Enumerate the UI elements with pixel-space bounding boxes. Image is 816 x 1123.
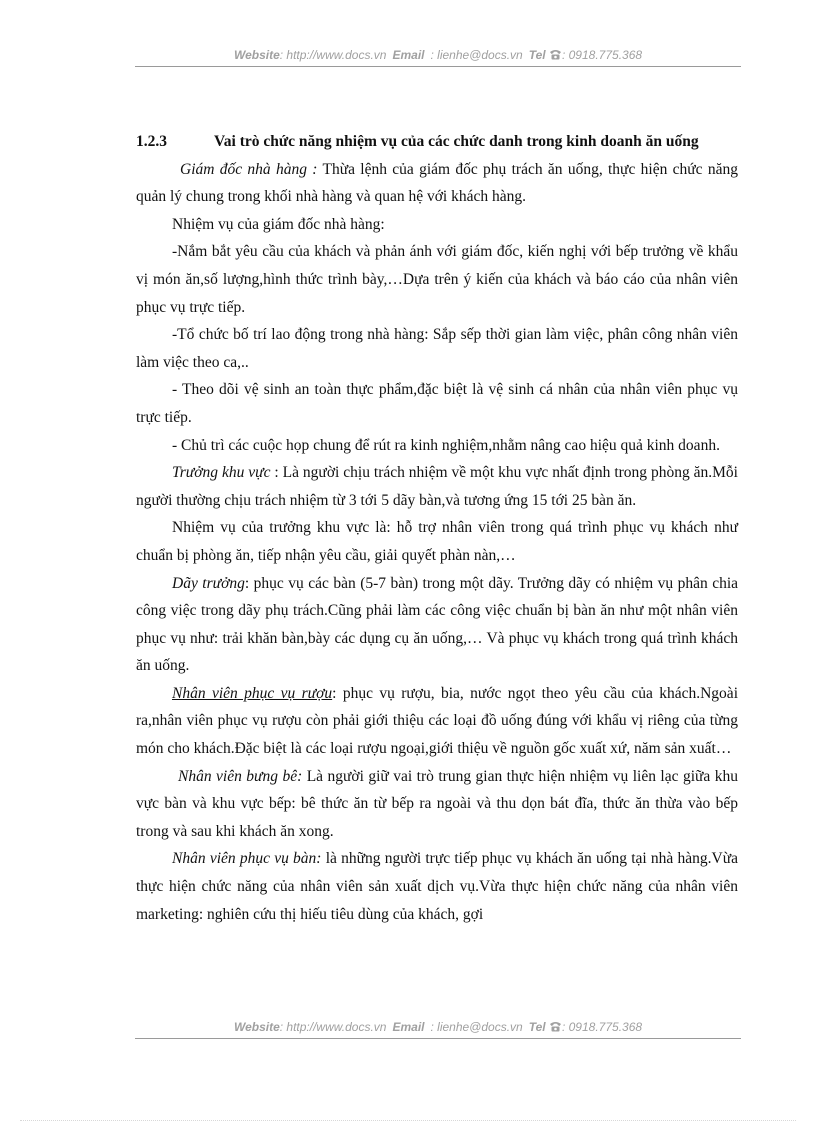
- phone-icon: [549, 1021, 562, 1032]
- header-tel-label: Tel: [528, 48, 546, 62]
- footer-rule: [135, 1038, 741, 1039]
- paragraph: [136, 570, 738, 680]
- section-title: Vai trò chức năng nhiệm vụ của các chức danh trong kinh doanh ăn uống: [214, 133, 699, 150]
- paragraph: Nhiệm vụ của trưởng khu vực là: hỗ trợ nhân viên trong quá trình phục vụ khách như chuẩn bị phòng ăn, tiếp nhận yêu cầu, giải quyết phàn nàn,…: [136, 519, 738, 564]
- term-truong-khu-vuc: Trưởng khu vực: [172, 464, 271, 482]
- footer-email-value: : lienhe@docs.vn: [430, 1020, 523, 1034]
- paragraph-text: Thừa lệnh của giám đốc phụ trách ăn uống, thực hiện chức năng quản lý chung trong khối nhà hàng và quan hệ với khách hàng.: [136, 160, 738, 206]
- footer-website-label: Website: [233, 1020, 280, 1034]
- header-website-label: Website: [233, 48, 280, 62]
- document-body: [136, 128, 738, 928]
- paragraph: [136, 763, 738, 846]
- page-bottom-border: [20, 1120, 796, 1121]
- section-number: 1.2.3: [136, 133, 167, 150]
- paragraph: Nhiệm vụ của giám đốc nhà hàng:: [172, 215, 385, 233]
- header-email-label: Email: [392, 48, 425, 62]
- header-email-value: : lienhe@docs.vn: [430, 48, 523, 62]
- section-heading: [136, 128, 738, 156]
- phone-icon: [549, 49, 562, 60]
- paragraph: - Theo dõi vệ sinh an toàn thực phẩm,đặc biệt là vệ sinh cá nhân của nhân viên phục vụ trực tiếp.: [136, 381, 738, 426]
- footer-email-label: Email: [392, 1020, 425, 1034]
- term-day-truong: Dãy trưởng: [172, 574, 245, 592]
- header-rule: [135, 66, 741, 67]
- paragraph: -Tổ chức bố trí lao động trong nhà hàng: Sắp sếp thời gian làm việc, phân công nhân viên làm việc theo ca,..: [136, 326, 738, 371]
- paragraph: -Nắm bắt yêu cầu của khách và phản ánh với giám đốc, kiến nghị với bếp trưởng về khẩu vị món ăn,số lượng,hình thức trình bày,…Dựa trên ý kiến của khách và báo cáo của nhân viên phục vụ trực tiếp.: [136, 243, 738, 316]
- term-nhan-vien-ban: Nhân viên phục vụ bàn:: [172, 850, 322, 868]
- paragraph-text: : Là người chịu trách nhiệm về một khu vực nhất định trong phòng ăn.Mỗi người thường chịu trách nhiệm từ 3 tới 5 dãy bàn,và tương ứng 15 tới 25 bàn ăn.: [136, 464, 738, 509]
- footer-tel-label: Tel: [528, 1020, 546, 1034]
- footer-tel-value: : 0918.775.368: [561, 1020, 643, 1034]
- page-header: [135, 48, 741, 62]
- footer-website-value: : http://www.docs.vn: [279, 1020, 387, 1034]
- paragraph: - Chủ trì các cuộc họp chung để rút ra kinh nghiệm,nhằm nâng cao hiệu quả kinh doanh.: [172, 436, 720, 454]
- term-nhan-vien-ruou: Nhân viên phục vụ rượu: [172, 684, 333, 702]
- term-nhan-vien-bung-be: Nhân viên bưng bê:: [178, 767, 303, 785]
- paragraph-text: : phục vụ các bàn (5-7 bàn) trong một dãy. Trưởng dãy có nhiệm vụ phân chia công việc trong dãy phụ trách.Cũng phải làm các công việc chuẩn bị bàn ăn như một nhân viên phục vụ như: trải khăn bàn,bày các dụng cụ ăn uống,… Và phục vụ khách trong quá trình khách ăn uống.: [136, 574, 739, 675]
- header-tel-value: : 0918.775.368: [561, 48, 643, 62]
- paragraph-text: là những người trực tiếp phục vụ khách ăn uống tại nhà hàng.Vừa thực hiện chức năng của nhân viên sản xuất dịch vụ.Vừa thực hiện chức năng của nhân viên marketing: nghiên cứu thị hiếu tiêu dùng của khách, gợi: [136, 850, 739, 923]
- paragraph-text: Là người giữ vai trò trung gian thực hiện nhiệm vụ liên lạc giữa khu vực bàn và khu vực bếp: bê thức ăn từ bếp ra ngoài và thu dọn bát đĩa, thức ăn thừa vào bếp trong và sau khi khách ăn xong.: [136, 767, 738, 840]
- paragraph-text: : phục vụ rượu, bia, nước ngọt theo yêu cầu của khách.Ngoài ra,nhân viên phục vụ rượu còn phải giới thiệu các loại đồ uống đúng với khẩu vị riêng của từng món cho khách.Đặc biệt là các loại rượu ngoại,giới thiệu về nguồn gốc xuất xứ, năm sản xuất…: [136, 684, 738, 758]
- paragraph: [136, 845, 738, 928]
- paragraph: [136, 680, 738, 763]
- paragraph: [136, 156, 738, 211]
- paragraph: [136, 459, 738, 514]
- header-website-value: : http://www.docs.vn: [279, 48, 387, 62]
- page-footer: [135, 1020, 741, 1034]
- term-giam-doc: Giám đốc nhà hàng :: [180, 160, 318, 178]
